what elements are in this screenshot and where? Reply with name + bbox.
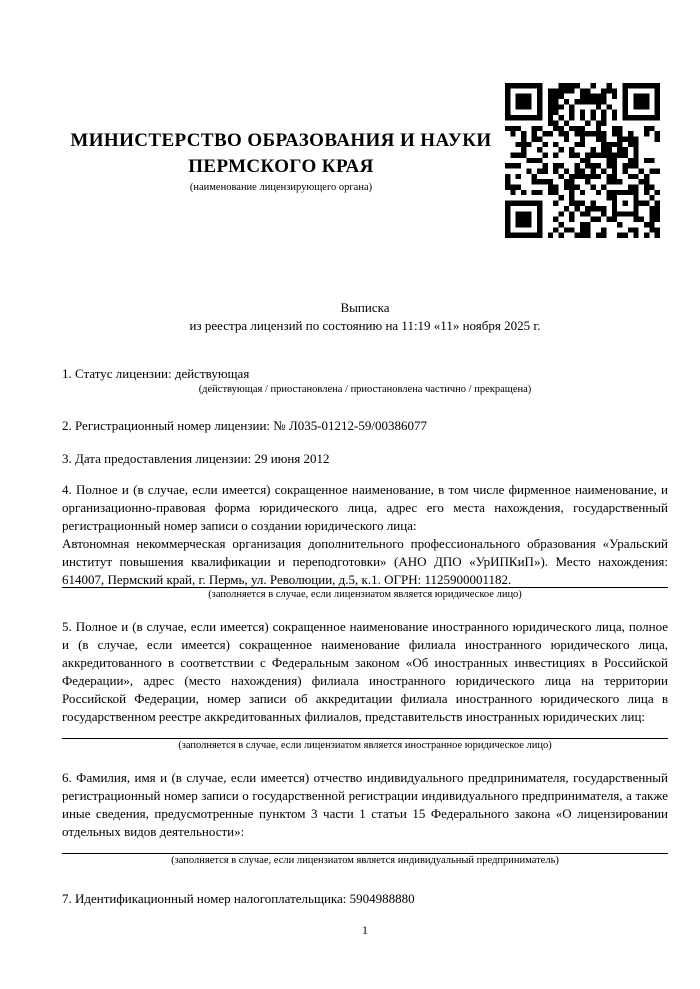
item-2-registration-number: 2. Регистрационный номер лицензии: № Л035-01212-59/00386077	[62, 418, 428, 433]
page-number: 1	[362, 923, 368, 937]
item-6-entrepreneur-question: 6. Фамилия, имя и (в случае, если имеется) отчество индивидуального предпринимателя, государственный регистрационный номер записи о государственной регистрации индивидуального предпринимателя, а также иные сведения, предусмотренные пунктом 3 части 1 статьи 15 Федерального закона «О лицензировании отдельных видов деятельности»:	[62, 770, 668, 839]
document-header	[62, 0, 500, 195]
authority-name-line1: МИНИСТЕРСТВО ОБРАЗОВАНИЯ И НАУКИ	[70, 130, 492, 151]
item-5-foreign-entity-question: 5. Полное и (в случае, если имеется) сокращенное наименование иностранного юридического лица, полное и (в случае, если имеется) сокращенное наименование филиала иностранного юридического лица, аккредитованного в соответствии с Федеральным законом «Об иностранных инвестициях в Российской Федерации», адрес (место нахождения) филиала иностранного юридического лица на территории Российской Федерации, номер записи об аккредитации филиала иностранного юридического лица в государственном реестре аккредитованных филиалов, представительств иностранных юридических лиц:	[62, 619, 668, 724]
item-4-note: (заполняется в случае, если лицензиатом является юридическое лицо)	[208, 589, 522, 600]
document-title-line1: Выписка	[340, 300, 390, 315]
authority-name-caption: (наименование лицензирующего органа)	[189, 182, 373, 193]
item-6-note: (заполняется в случае, если лицензиатом является индивидуальный предприниматель)	[171, 855, 559, 866]
licensing-authority-name	[62, 128, 500, 180]
item-5-note: (заполняется в случае, если лицензиатом является иностранное юридическое лицо)	[178, 740, 552, 751]
qr-code	[502, 83, 663, 238]
document-title	[62, 299, 668, 335]
document-title-line2: из реестра лицензий по состоянию на 11:19 «11» ноября 2025 г.	[189, 318, 541, 333]
authority-name-line2: ПЕРМСКОГО КРАЯ	[188, 156, 374, 177]
item-1-status-options-note: (действующая / приостановлена / приостановлена частично / прекращена)	[198, 384, 532, 395]
item-4-legal-entity-value: Автономная некоммерческая организация дополнительного профессионального образования «Уральский институт повышения квалификации и переподготовки» (АНО ДПО «УрИПКиП»). Место нахождения: 614007, Пермский край, г. Пермь, ул. Революции, д.5, к.1. ОГРН: 1125900001182.	[62, 536, 668, 587]
item-4-legal-entity-question: 4. Полное и (в случае, если имеется) сокращенное наименование, в том числе фирменное наименование, и организационно-правовая форма юридического лица, адрес его места нахождения, государственный регистрационный номер записи о создании юридического лица:	[62, 482, 668, 533]
item-1-license-status: 1. Статус лицензии: действующая	[62, 366, 250, 381]
item-3-license-grant-date: 3. Дата предоставления лицензии: 29 июня 2012	[62, 451, 330, 466]
item-7-taxpayer-id: 7. Идентификационный номер налогоплательщика: 5904988880	[62, 891, 415, 906]
